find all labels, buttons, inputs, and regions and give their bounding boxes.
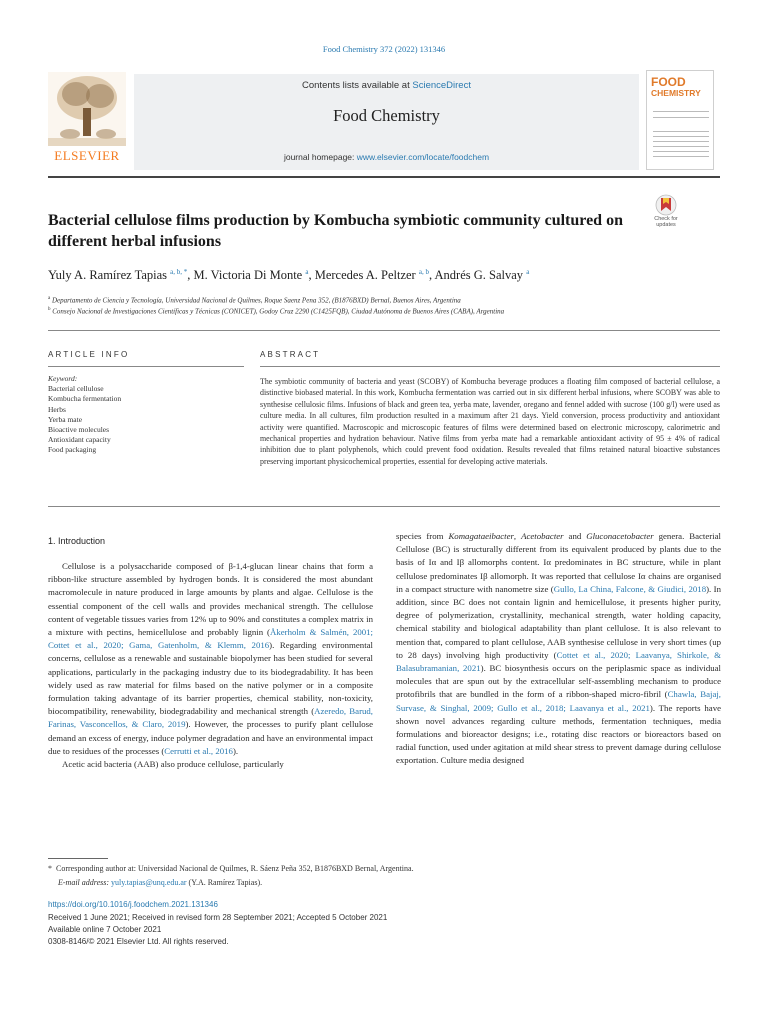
tree-icon <box>48 72 126 146</box>
citation-link[interactable]: Azeredo, Barud, Farinas, Vasconcellos, & Claro, 2019 <box>48 706 373 730</box>
header-divider <box>48 176 720 178</box>
genus-name: Gluconacetobacter <box>586 531 654 541</box>
text-run: ). The reports have shown novel advances regarding culture methods, fermentation techniques, media formulations and bioreactor designs; i.e., rotating disc reactors or bioreactors based on radial function, used under agitation at mild shear stress to prevent damage during cellulose exportation. Culture media designed <box>396 702 721 766</box>
cover-line <box>653 136 709 137</box>
online-date: Available online 7 October 2021 <box>48 925 162 934</box>
cover-line <box>653 141 709 142</box>
author-separator: , <box>428 268 435 283</box>
cover-title <box>651 77 711 99</box>
doi-link[interactable]: https://doi.org/10.1016/j.foodchem.2021.131346 <box>48 900 218 909</box>
keyword-item: Kombucha fermentation <box>48 394 122 404</box>
author-list <box>48 268 720 283</box>
author-affiliation-mark[interactable]: a <box>305 268 309 276</box>
journal-cover-thumbnail[interactable] <box>646 70 714 170</box>
genus-name: Acetobacter <box>521 531 564 541</box>
journal-reference-link[interactable]: Food Chemistry 372 (2022) 131346 <box>322 44 446 54</box>
corresponding-author-note <box>48 864 720 873</box>
keyword-item: Bioactive molecules <box>48 425 110 435</box>
citation-link[interactable]: Cerrutti et al., 2016 <box>164 745 233 756</box>
citation-link[interactable]: Åkerholm & Salmén, 2001; Cottet et al., 2020; Gama, Gatenholm, & Klemm, 2016 <box>48 627 373 651</box>
author-name[interactable]: Andrés G. Salvay <box>434 268 524 283</box>
affiliation-b <box>48 307 720 315</box>
check-for-updates-label: Check for updates <box>654 216 678 228</box>
contents-line <box>134 80 639 91</box>
publisher-name: ELSEVIER <box>54 148 120 163</box>
author-separator: , <box>308 268 315 283</box>
affiliation-text: Departamento de Ciencia y Tecnología, Universidad Nacional de Quilmes, Roque Saenz Pena 352, (B1876BXD) Bernal, Buenos Aires, Argentina <box>51 296 461 305</box>
keyword-item: Yerba mate <box>48 414 83 424</box>
keyword-item: Bacterial cellulose <box>48 384 104 394</box>
homepage-link[interactable]: www.elsevier.com/locate/foodchem <box>356 152 490 162</box>
keyword-item: Herbs <box>48 404 66 414</box>
text-run: and <box>563 531 587 541</box>
cover-line <box>653 111 709 112</box>
contents-prefix: Contents lists available at <box>302 80 413 91</box>
keyword-item: Food packaging <box>48 445 97 455</box>
genus-name: Komagataeibacter <box>448 531 514 541</box>
text-run: ). <box>232 745 239 756</box>
affiliation-text: Consejo Nacional de Investigaciones Científicas y Técnicas (CONICET), Godoy Cruz 2290 (C1425FQB), Ciudad Autónoma de Buenos Aires (CABA), Argentina <box>52 307 505 316</box>
keyword-list <box>48 374 244 456</box>
citation-link[interactable]: Cottet et al., 2020; Laavanya, Shirkole, & Balasubramanian, 2021 <box>396 649 721 674</box>
citation-link[interactable]: Chawla, Bajaj, Survase, & Singhal, 2009; Gullo et al., 2018; Laavanya et al., 2021 <box>396 689 721 713</box>
cover-title-line-1: FOOD <box>651 75 686 89</box>
cover-line <box>653 146 709 147</box>
footnote-text: Corresponding author at: Universidad Nacional de Quilmes, R. Sáenz Peña 352, B1876BXD Bernal, Argentina. <box>56 864 414 873</box>
abstract-heading: ABSTRACT <box>260 350 321 359</box>
author-name[interactable]: Yuly A. Ramírez Tapias <box>48 268 168 283</box>
author-separator: , <box>187 268 194 283</box>
article-info-heading: ARTICLE INFO <box>48 350 130 359</box>
abstract-bottom-divider <box>48 506 720 507</box>
footnote-mark: * <box>48 864 52 873</box>
introduction-heading: 1. Introduction <box>48 536 106 546</box>
text-run: Cellulose is a polysaccharide composed of β-1,4-glucan linear chains that form a ribbon-like structure assembled by hydrogen bonds. It is considered the most abundant macromolecule in nature produced in large amounts by plants and algae. Cellulose is the essential component of the cell walls and provides mechanical strength. The cellulose content of vegetable tissues varies from 12% up to 90% and constitutes a complex matrix in a mixture with pectins, hemicellulose and probably lignin ( <box>48 561 373 638</box>
footnote-divider <box>48 858 108 859</box>
email-label: E-mail address: <box>58 878 112 887</box>
paragraph: Acetic acid bacteria (AAB) also produce cellulose, particularly <box>62 759 284 770</box>
text-run: ). BC biosynthesis occurs on the periplasmic space as individual molecules that are spun out by the extracellular self-assembling mechanism to produce protofibrils that are bundled in the form of a ribbon-shaped micro-fibril ( <box>396 663 722 700</box>
section-divider <box>48 330 720 331</box>
copyright-notice: 0308-8146/© 2021 Elsevier Ltd. All rights reserved. <box>48 937 229 946</box>
homepage-prefix: journal homepage: <box>283 152 357 162</box>
affiliation-a <box>48 296 720 304</box>
bookmark-icon <box>646 194 686 216</box>
received-dates: Received 1 June 2021; Received in revised form 28 September 2021; Accepted 5 October 2021 <box>48 913 388 922</box>
affiliation-mark: b <box>48 307 51 312</box>
abstract-body: The symbiotic community of bacteria and yeast (SCOBY) of Kombucha beverage produces a floating film composed of bacterial cellulose, a distinctive biobased material. In this work, Kombucha fermentation was carried out in six different herbal infusions, where SCOBY was able to synthesise cellulosic films. Infusions of black and green tea, yerba mate, lavender, oregano and fennel added with sucrose (100 g/l) were used as culture media. In all cultures, film production resulted in a maximum after 21 days. Yield conversion, process productivity and antioxidant activity were quantified. Macroscopic and microscopic features of films were determined based on electronic microscopy, calorimetric and mechanical properties and hydration behaviour. Native films from yerba mate had a remarkable antioxidant activity of 95 ± 4% of radical inhibition due to plant polyphenols, which could prevent food oxidation. Results revealed that films retained natural bioactive substances preserving important physicochemical properties, essential for developing active materials. <box>260 377 720 466</box>
journal-title: Food Chemistry <box>333 106 440 125</box>
text-run: species from <box>396 531 449 541</box>
journal-masthead <box>134 74 639 170</box>
email-link[interactable]: yuly.tapias@unq.edu.ar <box>111 878 187 887</box>
affiliation-mark: a <box>48 296 51 301</box>
body-column-right <box>396 530 721 768</box>
email-note <box>48 878 720 887</box>
author-affiliation-mark[interactable]: a, b, * <box>170 268 188 276</box>
text-run: genera. Bacterial Cellulose (BC) is structurally different from its equivalent produced by plants due to the basis of Iα and Iβ allomorphs content. Iα predominates in BC structure, while in plant cellulose predominates Iβ allomorph. It was reported that cellulose Iα chains are organised in a compact structure with nanometre size ( <box>396 531 721 594</box>
cover-line <box>653 131 709 132</box>
author-name[interactable]: M. Victoria Di Monte <box>193 268 303 283</box>
cover-line <box>653 117 709 118</box>
cover-line <box>653 156 709 157</box>
keywords-label: Keyword: <box>48 374 78 383</box>
author-affiliation-mark[interactable]: a, b <box>418 268 429 276</box>
article-title: Bacterial cellulose films production by Kombucha symbiotic community cultured on different herbal infusions <box>48 212 623 250</box>
abstract-divider <box>260 366 720 367</box>
homepage-line <box>134 152 639 162</box>
info-divider <box>48 366 244 367</box>
author-name[interactable]: Mercedes A. Peltzer <box>314 268 416 283</box>
keyword-item: Antioxidant capacity <box>48 435 111 445</box>
body-column-left <box>48 560 373 771</box>
text-run: ). Regarding environmental concerns, cellulose as a renewable and sustainable biopolymer has been studied for several applications, particularly in the packaging industry due to its biodegradability. It has been widely used as raw material for films based on the native polymer or in a composite formulation taking advantage of its barrier properties, chemical stability, non-toxicity, biocompatibility, renewability, biodegradability and mechanical strength ( <box>48 640 373 717</box>
email-suffix: (Y.A. Ramírez Tapias). <box>186 878 263 887</box>
cover-title-line-2: CHEMISTRY <box>651 88 701 98</box>
check-for-updates-button[interactable] <box>646 194 686 234</box>
citation-link[interactable]: Gullo, La China, Falcone, & Giudici, 2018 <box>553 583 707 594</box>
cover-line <box>653 151 709 152</box>
paragraph <box>48 560 373 758</box>
text-run: ). In addition, since BC does not contain lignin and hemicellulose, it presents higher purity, degree of polymerization, crystallinity, mechanical strength, water holding capacity, chemical stability and biological adaptability than plant cellulose. It is also relevant to mention that, compared to plant cellulose, AAB synthesise cellulose in very short times (up to 28 days) involving high productivity ( <box>396 583 721 660</box>
elsevier-logo[interactable] <box>48 72 126 164</box>
text-run: , <box>513 531 522 541</box>
sciencedirect-link[interactable]: ScienceDirect <box>412 80 471 91</box>
text-run: ). However, the processes to purify plant cellulose demand an excess of energy, induce polymer degradation and have an environmental impact due to residues of the processes ( <box>48 719 374 756</box>
author-affiliation-mark[interactable]: a <box>526 268 530 276</box>
